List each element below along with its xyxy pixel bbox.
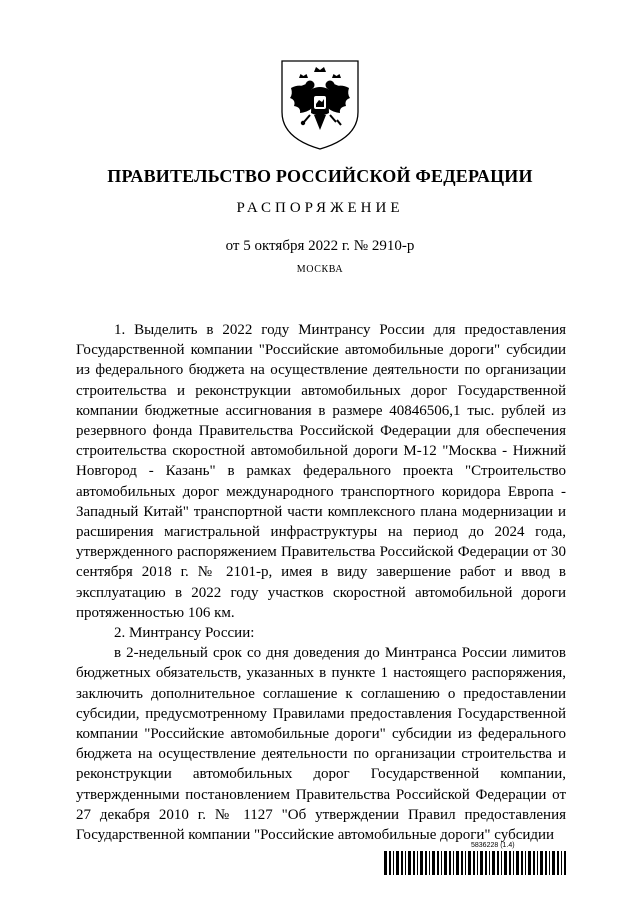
paragraph-1: 1. Выделить в 2022 году Минтрансу России для предоставления Государственной компании "Российские автомобильные дороги" субсидии из федерального бюджета на осуществление деятельности по организации строительства и реконструкции автомобильных дорог Государственной компании бюджетные ассигнования в размере 40846506,1 тыс. рублей из резервного фонда Правительства Российской Федерации для обеспечения строительства скоростной автомобильной дороги М-12 "Москва - Нижний Новгород - Казань" в рамках федерального проекта "Строительство автомобильных дорог международного транспортного коридора Европа - Западный Китай" транспортной части комплексного плана модернизации и расширения магистральной инфраструктуры на период до 2024 года, утвержденного распоряжением Правительства Российской Федерации от 30 сентября 2018 г. № 2101-р, имея в виду завершение работ и ввод в эксплуатацию в 2022 году участков скоростной автомобильной дороги протяженностью 106 км. [76,322,566,621]
document-city: МОСКВА [296,264,344,275]
paragraph-2: 2. Минтрансу России: [114,625,255,642]
double-headed-eagle-icon [279,58,361,152]
government-title: ПРАВИТЕЛЬСТВО РОССИЙСКОЙ ФЕДЕРАЦИИ [107,166,533,186]
document-type: РАСПОРЯЖЕНИЕ [236,200,404,216]
barcode-number: 5836228 (1.4) [471,842,515,849]
document-body [76,320,566,845]
barcode-icon [384,851,566,875]
paragraph-3: в 2-недельный срок со дня доведения до Минтранса России лимитов бюджетных обязательств, указанных в пункте 1 настоящего распоряжения, заключить дополнительное соглашение к соглашению о предоставлении субсидии, предусмотренному Правилами предоставления Государственной компании "Российские автомобильные дороги" субсидии из федерального бюджета на осуществление деятельности по организации строительства и реконструкции автомобильных дорог Государственной компании, утвержденными постановлением Правительства Российской Федерации от 27 декабря 2010 г. № 1127 "Об утверждении Правил предоставления Государственной компании "Российские автомобильные дороги" субсидии [76,645,566,844]
document-date-number: от 5 октября 2022 г. № 2910-р [225,238,415,254]
